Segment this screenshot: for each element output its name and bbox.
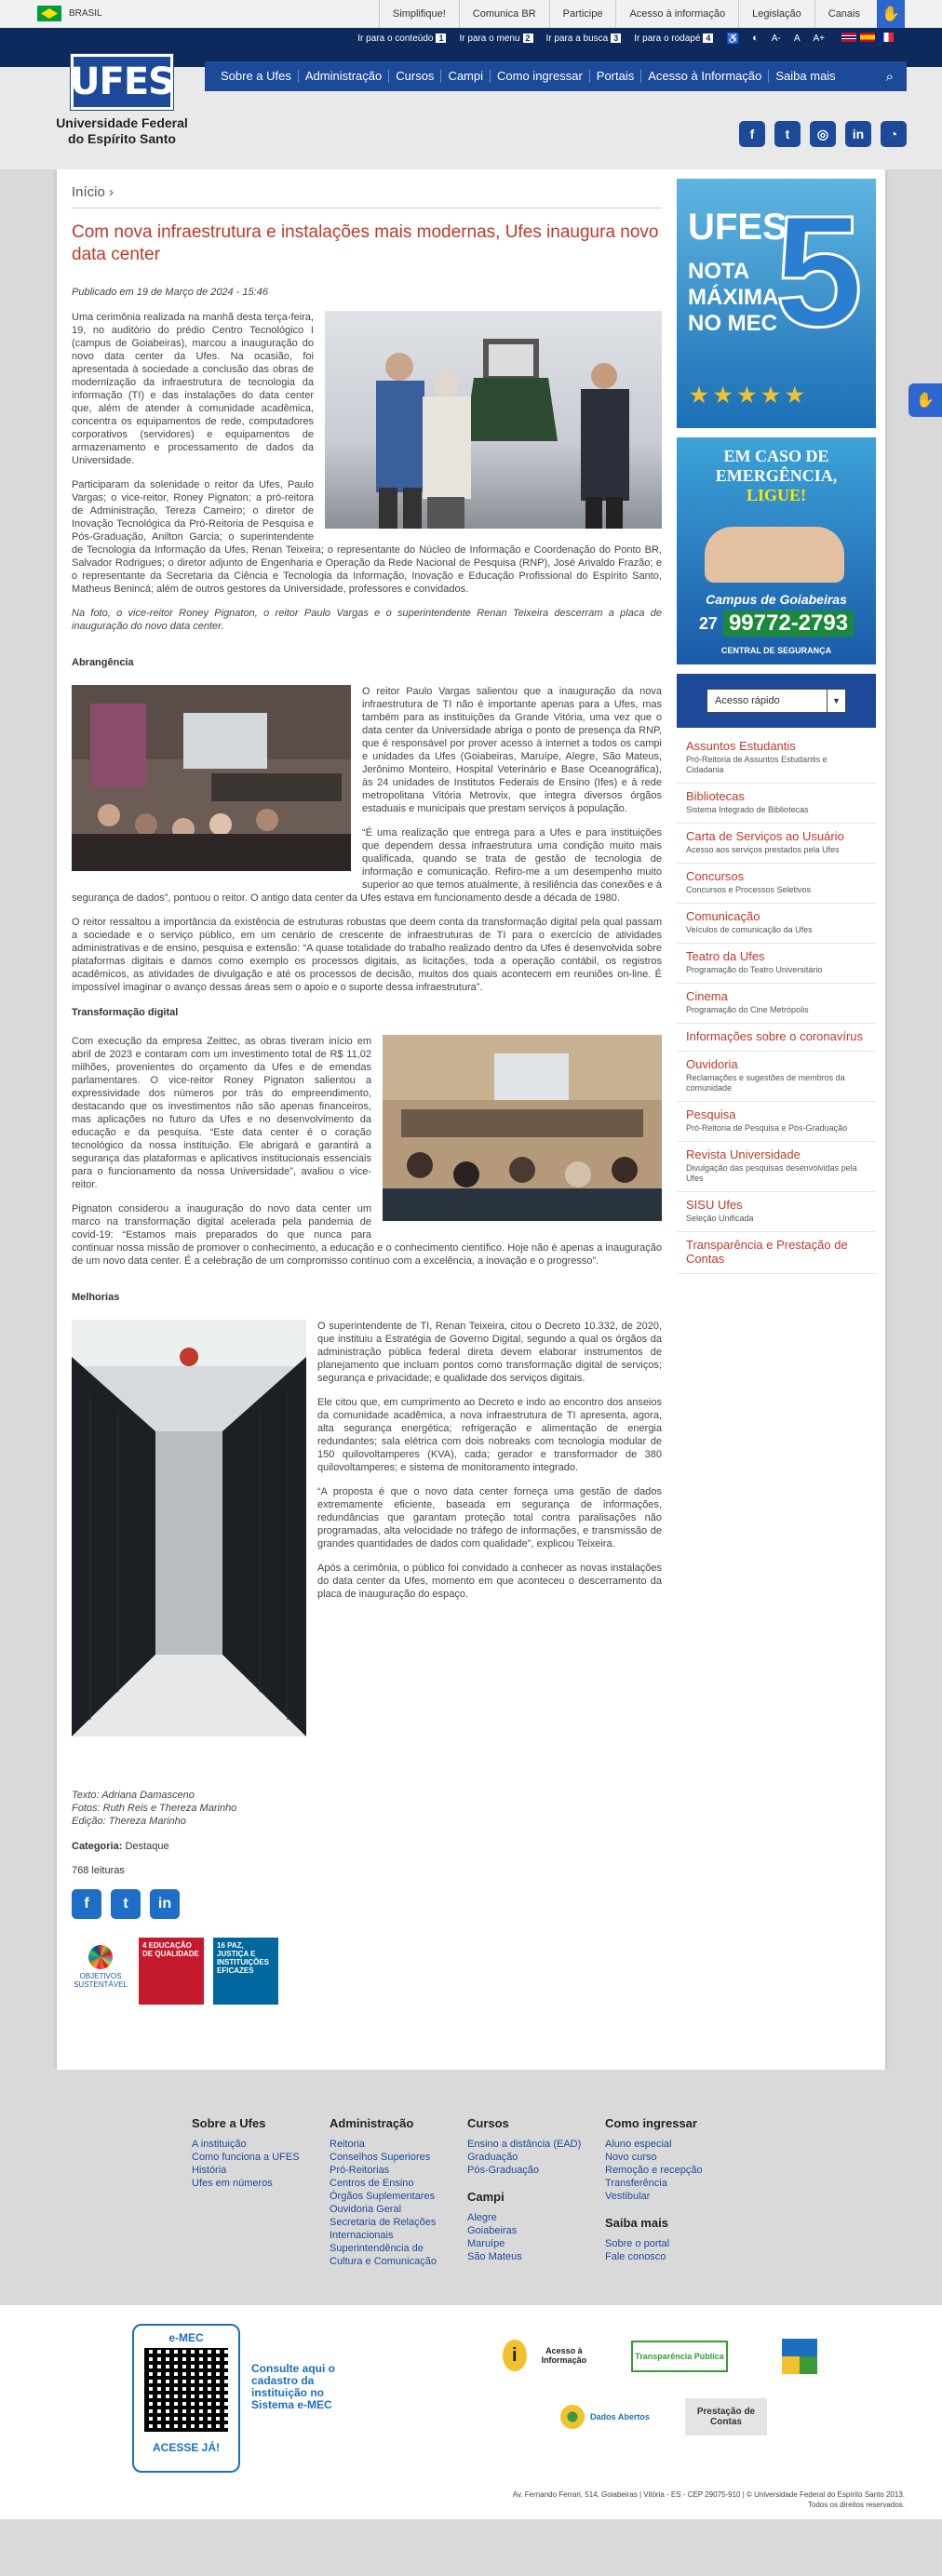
section-transformacao-paragraph-2: Pignaton considerou a inauguração do novo data center um marco na transformação digital acelerada pela pandemia de covid-19: “Estamos mais preparados do que nunca para continuar nossa missão de promover o conhecimento, a educação e o conhecimento científico. Hoje não é apenas a inauguração de um novo data center. É a celebração de um compromisso contínuo com a excelência, a inovação e o progresso”. <box>72 1203 662 1267</box>
ufes-logo[interactable] <box>56 54 188 147</box>
nav-cursos[interactable]: Cursos <box>389 70 441 83</box>
footer-col-title: Administração <box>330 2116 414 2130</box>
mec-nota-banner[interactable] <box>677 179 876 428</box>
sidebar-item-title: Carta de Serviços ao Usuário <box>686 829 844 843</box>
footer-link[interactable]: Aluno especial <box>605 2139 672 2150</box>
quick-access-label: Acesso rápido <box>715 695 780 706</box>
footer-col-sobre <box>192 2116 313 2268</box>
skip-search-link[interactable] <box>546 34 622 44</box>
main-nav <box>205 61 907 91</box>
section-melhorias-paragraph-3: “A proposta é que o novo data center forneça uma gestão de dados extremamente eficiente, baseada em segurança de informações, redundâncias que garantam proteção total contra paralisações não programadas, alta velocidade no tráfego de informações, e transmissão de grandes quantidades de dados com qualidade”, explicou Teixeira. <box>317 1486 662 1550</box>
section-abrangencia-title: Abrangência <box>72 657 134 668</box>
footer-link[interactable]: Superintendência de Cultura e Comunicação <box>330 2243 437 2267</box>
section-transformacao-paragraph-1: Com execução da empresa Zeittec, as obras tiveram início em abril de 2023 e contaram com um investimento total de R$ 11,02 milhões, provenientes do orçamento da Ufes e de emendas parlamentares. O vice-reitor Roney Pignaton salientou a expressividade dos números por trás do empreendimento, destacando que os investimentos não são apenas financeiros, mas aplicações no futuro da Ufes e no desenvolvimento da educação e da pesquisa. “Este data center é o coração tecnológico da nossa instituição. Ele abrigará e garantirá a segurança das plataformas e aplicativos institucionais essenciais para o funcionamento da nossa Universidade”, avaliou o vice-reitor. <box>72 1036 371 1190</box>
section-melhorias-title: Melhorias <box>72 1292 120 1303</box>
sidebar-item-sub: Pró-Reitoria de Pesquisa e Pós-Graduação <box>686 1123 848 1133</box>
article-paragraph-2: Participaram da solenidade o reitor da Ufes, Paulo Vargas; o vice-reitor, Roney Pignaton; a pró-reitora de Administração, Tereza Carneiro; o diretor de Inovação Tecnológica da Pró-Reitoria de Pesquisa e Pós-Graduação, Anilton Garcia; o superintendente de Tecnologia da Informação da Ufes, Renan Teixeira; o representante do Núcleo de Informação e Coordenação do Ponto BR, Salvador Rodrigues; o diretor adjunto de Engenharia e Operação da Rede Nacional de Pesquisa (RNP), José Arivaldo Frazão; e o representante da Secretaria da Ciência e Tecnologia da Informação, Inovação e Educação Profissional do Espírito Santo, Matheus Benincá; além de outros gestores da Universidade, professores e convidados. <box>72 479 662 595</box>
nav-saiba-mais[interactable]: Saiba mais <box>775 69 836 83</box>
emergency-campus: Campus de Goiabeiras <box>706 592 847 607</box>
sidebar-item-title: Informações sobre o coronavírus <box>686 1029 864 1043</box>
dados-abertos-logo[interactable] <box>558 2396 652 2437</box>
skip-content-label: Ir para o conteúdo <box>357 33 434 44</box>
gov-brasil-link[interactable]: BRASIL <box>69 8 102 19</box>
category-link[interactable]: Destaque <box>125 1841 169 1852</box>
sidebar-item-concursos[interactable] <box>677 864 876 904</box>
gov-link-comunica[interactable]: Comunica BR <box>459 0 549 28</box>
dados-abertos-icon <box>560 2405 585 2429</box>
footer-link[interactable]: Conselhos Superiores <box>330 2152 431 2163</box>
skip-menu-key: 2 <box>523 34 533 43</box>
gov-link-acesso[interactable]: Acesso à informação <box>615 0 738 28</box>
photo-server-room <box>72 1320 306 1737</box>
address-line: Av. Fernando Ferrari, 514, Goiabeiras | Vitória - ES - CEP 29075-910 | © Universidade Federal do Espírito Santo 2013. <box>512 2490 905 2499</box>
footer-link[interactable]: Goiabeiras <box>467 2225 518 2236</box>
article-paragraph-1: Uma cerimônia realizada na manhã desta terça-feira, 19, no auditório do prédio Centro Tecnológico I (campus de Goiabeiras), marcou a inauguração do novo data center da Ufes. Na ocasião, foi apresentada à sociedade a conclusão das obras de modernização da infraestrutura de tecnologia da informação (TI) e das instalações do data center que, além de atender à comunidade acadêmica, concentra os equipamentos de rede, computadores corporativos (servidores) e equipamentos de armazenamento e processamento de dados da Universidade. <box>72 312 314 466</box>
emergency-phone: 99772-2793 <box>723 610 854 637</box>
skip-search-label: Ir para a busca <box>545 33 609 44</box>
footer-link[interactable]: Vestibular <box>605 2191 651 2202</box>
section-melhorias-paragraph-1: O superintendente de TI, Renan Teixeira, citou o Decreto 10.332, de 2020, que instituiu a Estratégia de Governo Digital, segundo a qual os órgãos da administração pública federal direta devem elaborar instrumentos de planejamento que incluam pontos como transformação digital de serviços; segurança e privacidade; e qualidade dos serviços digitais. <box>317 1321 662 1384</box>
skip-menu-link[interactable] <box>459 34 532 44</box>
sidebar-item-sub: Divulgação das pesquisas desenvolvidas pela Ufes <box>686 1163 857 1183</box>
skip-footer-label: Ir para o rodapé <box>634 33 701 44</box>
footer-col-title: Saiba mais <box>605 2216 668 2230</box>
sidebar-links <box>677 733 876 1274</box>
logo-name-line2: do Espírito Santo <box>68 131 176 146</box>
emec-head: e-MEC <box>168 2331 204 2344</box>
vlibras-icon[interactable]: ✋ <box>877 0 905 28</box>
publish-date: Publicado em 19 de Março de 2024 - 15:46 <box>72 287 268 298</box>
sidebar-item-carta[interactable] <box>677 824 876 864</box>
emec-action: ACESSE JÁ! <box>152 2441 221 2454</box>
footer-link[interactable]: Remoção e recepção <box>605 2165 703 2176</box>
section-melhorias-paragraph-4: Após a cerimônia, o público foi convidado a conhecer as novas instalações do data center da Ufes, momento em que aconteceu o descerramento da placa de inauguração do espaço. <box>317 1563 662 1600</box>
sidebar-item-title: Pesquisa <box>686 1107 736 1121</box>
footer-col-administracao <box>330 2116 451 2268</box>
sidebar-item-title: Concursos <box>686 869 745 883</box>
sidebar-item-sub: Reclamações e sugestões de membros da comunidade <box>686 1073 845 1093</box>
skip-content-key: 1 <box>436 34 446 43</box>
footer-address <box>402 2489 905 2510</box>
skip-footer-key: 4 <box>703 34 713 43</box>
ods-logo-text: OBJETIVOS SUSTENTÁVEL <box>74 1971 128 1989</box>
rss-icon[interactable]: ◔ <box>881 121 907 147</box>
footer-link[interactable]: Pró-Reitorias <box>330 2165 390 2176</box>
section-abrangencia-paragraph-2: “É uma realização que entrega para a Ufes e para instituições que dependem dessa infraestrutura uma condição muito mais qualificada, quando se trata de gestão de tecnologia de informação e comunicação. Refiro-me a um desempenho muito superior ao que temos atualmente, à resiliência das conexões e à segurança de dados”, pontuou o reitor. O antigo data center da Ufes estava em funcionamento desde a década de 1980. <box>72 827 662 904</box>
edition-credit: Edição: Thereza Marinho <box>72 1816 186 1827</box>
footer-link[interactable]: Órgãos Suplementares <box>330 2191 436 2202</box>
footer-col-title: Sobre a Ufes <box>192 2116 266 2130</box>
sidebar-item-pesquisa[interactable] <box>677 1102 876 1142</box>
dados-abertos-text: Dados Abertos <box>590 2412 650 2422</box>
nav-como-ingressar[interactable]: Como ingressar <box>491 70 590 83</box>
footer-link[interactable]: Maruípe <box>467 2238 505 2249</box>
footer-link[interactable]: História <box>192 2165 227 2176</box>
share-facebook-icon[interactable]: f <box>72 1889 101 1919</box>
skip-search-key: 3 <box>611 34 621 43</box>
brazil-flag-icon <box>37 6 61 21</box>
nav-administracao[interactable]: Administração <box>299 70 389 83</box>
footer-col-ingressar <box>605 2116 726 2268</box>
partner-logos <box>503 2335 819 2465</box>
section-melhorias-paragraph-2: Ele citou que, em cumprimento ao Decreto e indo ao encontro dos anseios da comunidade acadêmica, a nova infraestrutura de TI apresenta, agora, alta segurança energética; refrigeração e alimentação de energia redundantes; sala elétrica com dois nobreaks com tecnologia modular de 150 quilovoltamperes (KVA), cada; gerador e transformador de 380 quilovoltamperes; e sistema de monitoramento integrado. <box>317 1397 662 1473</box>
instagram-icon[interactable]: ◎ <box>810 121 836 147</box>
share-buttons <box>72 1889 662 1919</box>
emergency-banner[interactable] <box>677 437 876 664</box>
sidebar-item-title: Teatro da Ufes <box>686 949 765 963</box>
category-label: Categoria: <box>72 1841 123 1852</box>
share-linkedin-icon[interactable]: in <box>150 1889 180 1919</box>
emergency-footer: CENTRAL DE SEGURANÇA <box>720 646 832 655</box>
nav-portais[interactable]: Portais <box>590 70 641 83</box>
sidebar-item-bibliotecas[interactable] <box>677 784 876 824</box>
ods-logo[interactable] <box>72 1938 129 1995</box>
sidebar-item-title: Ouvidoria <box>686 1057 738 1071</box>
section-transformacao-title: Transformação digital <box>72 1007 179 1018</box>
footer-link[interactable]: Novo curso <box>605 2152 657 2163</box>
footer-link[interactable]: Ouvidoria Geral <box>330 2204 402 2215</box>
language-flags <box>838 33 894 45</box>
footer-col-title: Campi <box>467 2190 505 2204</box>
french-flag-icon[interactable] <box>879 33 894 42</box>
ufes-logo-text <box>47 115 196 147</box>
sidebar-item-sub: Sistema Integrado de Bibliotecas <box>686 805 809 814</box>
footer-bottom <box>0 2305 942 2519</box>
sidebar-item-transparencia[interactable] <box>677 1232 876 1274</box>
sidebar-item-title: Revista Universidade <box>686 1147 801 1161</box>
quick-access-select[interactable] <box>706 689 846 713</box>
sidebar-item-sub: Veículos de comunicação da Ufes <box>686 925 813 934</box>
mec-banner-line3: NO MEC <box>688 311 777 336</box>
emergency-line1: EM CASO DE <box>723 447 829 465</box>
gov-link-simplifique[interactable]: Simplifique! <box>379 0 459 28</box>
footer-link[interactable]: Como funciona a UFES <box>192 2152 300 2163</box>
sidebar-item-title: Transparência e Prestação de Contas <box>686 1238 848 1266</box>
ods-16-card[interactable]: 16 PAZ, JUSTIÇA E INSTITUIÇÕES EFICAZES <box>213 1938 278 2005</box>
sidebar-item-teatro[interactable] <box>677 944 876 984</box>
footer-link[interactable]: Ufes em números <box>192 2178 273 2189</box>
ods-4-card[interactable]: 4 EDUCAÇÃO DE QUALIDADE <box>139 1938 204 2005</box>
spanish-flag-icon[interactable] <box>860 33 875 42</box>
emec-card[interactable] <box>132 2324 240 2473</box>
english-flag-icon[interactable] <box>841 33 856 42</box>
sidebar-item-sub: Pró-Reitoria de Assuntos Estudantis e Cidadania <box>686 755 828 774</box>
footer-link[interactable]: A instituição <box>192 2139 247 2150</box>
accessibility-icon[interactable]: ♿ <box>726 33 740 45</box>
sidebar-item-title: Comunicação <box>686 909 760 923</box>
contrast-icon[interactable]: ◐ <box>752 33 759 44</box>
section-abrangencia-paragraph-1: O reitor Paulo Vargas salientou que a inauguração da nova infraestrutura de TI não é importante apenas para a Ufes, mas também para as instituições da Grande Vitória, uma vez que o data center da Universidade abriga o ponto de presença da RNP, que é responsável por prover acesso à internet a todos os campi e unidades da Ufes (Goiabeiras, Maruípe, Alegre, São Mateus, Jerônimo Monteiro, Hospital Veterinário e Base Oceanográfica), às 24 unidades de Institutos Federais de Ensino (Ifes) e à rede metropolitana Vitória Metrovix, que integra diversos órgãos estaduais e municipais que prestam serviços à população. <box>362 686 662 814</box>
article <box>66 179 667 2042</box>
breadcrumb[interactable]: Início › <box>72 179 662 208</box>
emergency-line2: EMERGÊNCIA, <box>715 466 838 485</box>
sidebar-item-revista[interactable] <box>677 1142 876 1192</box>
sidebar-item-assuntos[interactable] <box>677 733 876 784</box>
gov-link-legislacao[interactable]: Legislação <box>738 0 814 28</box>
ods-badges <box>72 1938 662 2005</box>
photo-caption: Na foto, o vice-reitor Roney Pignaton, o reitor Paulo Vargas e o superintendente Renan Teixeira descerram a placa de inauguração do novo data center. <box>72 608 662 632</box>
sidebar-item-title: Assuntos Estudantis <box>686 739 796 753</box>
mec-banner-line1: NOTA <box>688 259 750 284</box>
skip-footer-link[interactable] <box>634 34 713 44</box>
linkedin-icon[interactable]: in <box>845 121 871 147</box>
emergency-line3: LIGUE! <box>746 486 806 504</box>
footer-col-title: Cursos <box>467 2116 509 2130</box>
info-icon: i <box>503 2340 527 2371</box>
facebook-icon[interactable]: f <box>739 121 765 147</box>
ods-wheel-icon <box>88 1945 113 1969</box>
vlibras-side-icon[interactable]: ✋ <box>908 383 942 417</box>
emergency-phone-row <box>682 610 870 637</box>
share-twitter-icon[interactable]: t <box>111 1889 141 1919</box>
footer-link[interactable]: Secretaria de Relações Internacionais <box>330 2217 437 2241</box>
reads-count: 768 leituras <box>72 1865 125 1876</box>
sidebar-item-ouvidoria[interactable] <box>677 1052 876 1102</box>
footer-link[interactable]: Fale conosco <box>605 2251 666 2262</box>
skip-menu-label: Ir para o menu <box>459 33 520 44</box>
photo-audience <box>383 1035 662 1221</box>
page-container <box>57 169 885 2070</box>
footer-links <box>0 2070 942 2305</box>
emec-text[interactable]: Consulte aqui o cadastro da instituição no Sistema e-MEC <box>251 2362 335 2411</box>
nav-sobre[interactable]: Sobre a Ufes <box>214 70 299 83</box>
gov-link-canais[interactable]: Canais <box>814 0 873 28</box>
section-abrangencia-paragraph-3: O reitor ressaltou a importância da existência de estruturas robustas que deem conta da transformação digital pela qual passam a sociedade e o serviço público, em um cenário de crescente de infraestruturas de TI para o exercício de atividades administrativas e de ensino, pesquisa e extensão: “A quase totalidade do trabalho realizado dentro da Ufes é desenvolvida sobre plataformas digitais e damos como exemplo os processos digitais, as licitações, toda a operação contábil, os registros acadêmicos, as atividades de divulgação e até os processos de decisão, muitos dos quais acontecem em reuniões on-line. É impossível imaginar o avanço dessas áreas sem o apoio e o suporte dessa infraestrutura”. <box>72 917 662 993</box>
mec-banner-number: 5 <box>774 183 863 360</box>
nav-acesso-informacao[interactable]: Acesso à Informação <box>641 70 769 83</box>
sidebar <box>677 179 876 2042</box>
font-decrease-button[interactable]: A- <box>771 33 781 44</box>
footer-link[interactable]: Ensino a distância (EAD) <box>467 2139 582 2150</box>
footer-link[interactable]: Centros de Ensino <box>330 2178 414 2189</box>
mec-banner-line2: MÁXIMA <box>688 285 779 310</box>
footer-link[interactable]: Pós-Graduação <box>467 2165 540 2176</box>
twitter-icon[interactable]: t <box>774 121 801 147</box>
photo-ceremony <box>325 311 662 529</box>
skip-content-link[interactable] <box>357 34 446 44</box>
article-title: Com nova infraestrutura e instalações mais modernas, Ufes inaugura novo data center <box>72 222 659 264</box>
acesso-informacao-logo[interactable] <box>503 2335 596 2376</box>
emergency-phone-hand <box>705 527 844 583</box>
footer-link[interactable]: São Mateus <box>467 2251 522 2262</box>
footer-link[interactable]: Graduação <box>467 2152 518 2163</box>
gov-link-participe[interactable]: Participe <box>549 0 616 28</box>
sidebar-item-sisu[interactable] <box>677 1192 876 1232</box>
font-reset-button[interactable]: A <box>793 33 801 44</box>
gov-bar <box>0 0 942 28</box>
header-social <box>739 121 907 147</box>
footer-link[interactable]: Sobre o portal <box>605 2238 670 2249</box>
mec-banner-title: UFES <box>688 207 787 248</box>
transparencia-logo[interactable]: Transparência Pública <box>631 2341 728 2372</box>
quick-access <box>677 674 876 728</box>
emergency-ddd: 27 <box>698 613 718 633</box>
sidebar-item-sub: Acesso aos serviços prestados pela Ufes <box>686 845 840 854</box>
acesso-informacao-text: Acesso à Informação <box>541 2346 587 2365</box>
footer-link[interactable]: Reitoria <box>330 2139 365 2150</box>
footer-link[interactable]: Transferência <box>605 2178 667 2189</box>
sidebar-item-title: SISU Ufes <box>686 1198 743 1212</box>
category-row <box>72 1841 662 1852</box>
sidebar-item-coronavirus[interactable] <box>677 1024 876 1052</box>
prestacao-contas-logo[interactable]: Prestação de Contas <box>685 2398 767 2435</box>
gov-logo-icon[interactable] <box>782 2339 817 2374</box>
sidebar-item-title: Bibliotecas <box>686 789 745 803</box>
text-credit: Texto: Adriana Damasceno <box>72 1790 195 1801</box>
sidebar-item-comunicacao[interactable] <box>677 904 876 944</box>
ufes-logo-mark: UFES <box>71 54 173 110</box>
photo-credit: Fotos: Ruth Reis e Thereza Marinho <box>72 1803 237 1814</box>
sidebar-item-sub: Programação do Cine Metrópolis <box>686 1005 809 1014</box>
mec-stars: ★★★★★ <box>690 383 810 407</box>
sidebar-item-title: Cinema <box>686 989 728 1003</box>
footer-col-title: Como ingressar <box>605 2116 697 2130</box>
sidebar-item-cinema[interactable] <box>677 984 876 1024</box>
search-icon[interactable]: ⌕ <box>885 68 894 85</box>
qr-code-icon <box>144 2348 228 2432</box>
footer-link[interactable]: Alegre <box>467 2212 497 2223</box>
photo-auditorium <box>72 685 351 871</box>
nav-campi[interactable]: Campi <box>441 70 491 83</box>
sidebar-item-sub: Concursos e Processos Seletivos <box>686 885 812 894</box>
chevron-down-icon: ▼ <box>827 690 845 712</box>
logo-name-line1: Universidade Federal <box>56 115 188 130</box>
rights-line: Todos os direitos reservados. <box>807 2501 905 2509</box>
font-increase-button[interactable]: A+ <box>813 33 825 44</box>
accessibility-bar <box>0 28 942 48</box>
gov-links <box>379 0 905 28</box>
sidebar-item-sub: Seleção Unificada <box>686 1214 754 1223</box>
sidebar-item-sub: Programação do Teatro Universitário <box>686 965 823 974</box>
footer-col-cursos <box>467 2116 588 2268</box>
